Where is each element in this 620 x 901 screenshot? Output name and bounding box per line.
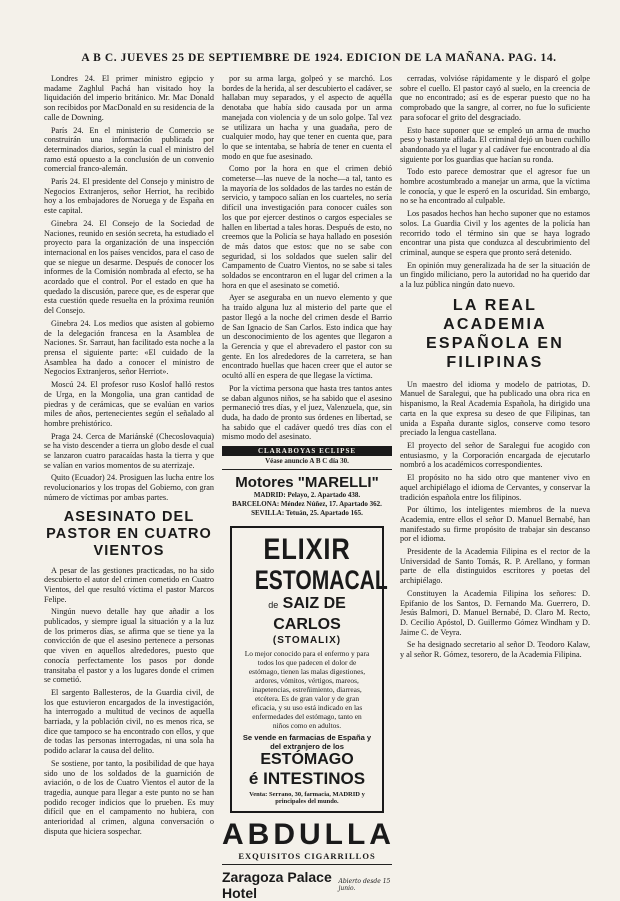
ad-abdulla-title: ABDULLA — [222, 818, 395, 852]
ad-claraboyas-sub: Véase anuncio A B C día 30. — [265, 457, 349, 466]
ad-abdulla-sub: EXQUISITOS CIGARRILLOS — [238, 851, 376, 862]
ad-motores — [222, 474, 392, 518]
ad-hotel-aside: Abierto desde 15 junio. — [338, 878, 391, 893]
ad-motores-line: SEVILLA: Tetuán, 25. Apartado 165. — [251, 509, 363, 518]
story-paragraph: El propósito no ha sido otro que mantener vivo en aquel archipiélago el idioma de Cervantes, y conservar la tradición española entre los filipinos. — [400, 473, 590, 502]
story-paragraph: Ningún nuevo detalle hay que añadir a los publicados, y siempre igual la situación y a la luz de los primeros días, se afirma que se tiene ya la convicción de que el asesino pertenece a personas que viven en aquellos alrededores, puesto que conocía perfectamente los pasos por donde transitaba el pastor y a los lugares donde el crimen se cometió. — [44, 607, 214, 685]
ad-claraboyas-title: CLARABOYAS ECLIPSE — [222, 446, 392, 456]
ad-elixir-subtitle: ESTOMACAL — [254, 565, 388, 596]
ad-elixir-venta: Venta: Serrano, 30, farmacia, MADRID y principales del mundo. — [249, 791, 365, 806]
story-paragraph: Como por la hora en que el crimen debió cometerse—las nueve de la noche—a tal, tanto es la mayoría de los soldados de las tardes no están de servicio, y tampoco salían en los cuarteles, no sería difícil una investigación para conocer cuáles son los que por ejercer destinos o cargos especiales se hallen en libertad a tales horas. Después de esto, no creemos que la Policía se haya hallado en posesión de más datos que estos: que no se sabe con seguridad, si los soldados que suelen salir del Campamento de Cuatro Vientos, no se sabe si tales soldados se encontraron en el lugar del crimen a la hora en que el asesinato se cometió. — [222, 164, 392, 290]
story-paragraph: A pesar de las gestiones practicadas, no ha sido descubierto el autor del crimen cometido en Cuatro Vientos, del que resultó víctima el pastor Marcos Felipe. — [44, 565, 214, 604]
story-paragraph: Ayer se aseguraba en un nuevo elemento y que ha traído alguna luz al misterio del parte que el pastor llegó a la noche del crimen desde el Barrio de San Ignacio de San Carlos. Esto indica que hay un desconocimiento de los agentes que llegaron a la Gerencia y que el abrevadero el pastor con su gente. En los alrededores de la carretera, se han encontrado huellas que hacen creer que el autor se ocultó allí en espera de que llegase la víctima. — [222, 293, 392, 381]
column-right — [400, 74, 590, 834]
story-paragraph: Por último, los inteligentes miembros de la nueva Academia, entre ellos el señor D. Manuel Bernabé, han manifestado su firme propósito de trabajar sin descanso por el idioma. — [400, 505, 590, 544]
news-item: París 24. En el ministerio de Comercio se construirán una información publicada por determinados diarios, según la cual el ministro del ramo está opuesto a la conclusión de un convenio comercial franco-alemán. — [44, 125, 214, 174]
story-paragraph: Los pasados hechos han hecho suponer que no estamos solos. La Guardia Civil y los agentes de la policía han recorrido todo el término sin que se haya logrado encontrar una pista que conduzca al descubrimiento del criminal, aunque se espera que pronto será detenido. — [400, 209, 590, 257]
ad-motores-line: BARCELONA: Méndez Núñez, 17. Apartado 362. — [232, 500, 382, 509]
ad-elixir-brand-alt: (STOMALIX) — [272, 635, 342, 647]
story-paragraph: Por la víctima persona que hasta tres tantos antes se daban algunos niños, se ha sabido que el asesino permaneció tres días, y el juez, Valenzuela, que, sin duda, ha dado de pronto sus órdenes en libertad, se ha sabido que el cadáver quedó tres días con el mismo modo del asesinato. — [222, 383, 392, 442]
divider — [222, 864, 392, 865]
ad-elixir-title: ELIXIR — [263, 533, 351, 567]
story-paragraph: Todo esto parece demostrar que el agresor fue un hombre acostumbrado a manejar un arma, que la víctima le conocía, y que le esperó en la oscuridad. Sin embargo, no se ha encontrado al culpable. — [400, 167, 590, 206]
story-paragraph: El proyecto del señor de Saralegui fue acogido con entusiasmo, y la Corporación encargada de ejecutarlo nombró a los académicos correspondientes. — [400, 440, 590, 470]
ad-hotel-name: Zaragoza Palace Hotel — [222, 869, 332, 901]
headline-asesinato: ASESINATO DEL PASTOR EN CUATRO VIENTOS — [46, 508, 212, 559]
news-item: París 24. El presidente del Consejo y ministro de Negocios Extranjeros, señor Herriot, ha recibido hoy a los embajadores de Noruega y de España en este capital. — [44, 177, 214, 216]
ad-motores-title: Motores "MARELLI" — [235, 474, 379, 492]
news-item: Praga 24. Cerca de Mariánské (Checoslovaquia) se ha visto descender a tierra un globo desde el cual se lanzaron cuatro paracaídas hasta la tierra y que se valían en varios momentos de su aterrizaje. — [44, 431, 214, 470]
ad-elixir-amp: é — [248, 769, 259, 789]
divider — [222, 469, 392, 470]
ad-claraboyas — [222, 446, 392, 466]
page-header: A B C. JUEVES 25 DE SEPTIEMBRE DE 1924. EDICION DE LA MAÑANA. PAG. 14. — [81, 52, 557, 64]
story-paragraph: El sargento Ballesteros, de la Guardia civil, de los que estuvieron encargados de la investigación, ha interrogado a multitud de vecinos de aquella barriada, y la población civil, no es menos rica, se dice que tampoco se ha encontrado con ellos, y que de todas las personas interrogadas, ni una sola ha podido aclarar la causa del delito. — [44, 687, 214, 756]
story-paragraph: En opinión muy generalizada ha de ser la situación de un fingido miliciano, pero la autoridad no ha querido dar a la luz pública ningún dato nuevo. — [400, 260, 590, 290]
news-item: Ginebra 24. Los medios que asisten al gobierno de la delegación francesa en la Asamblea de Naciones. Sr. Sarraut, han facilitado esta noche a la prensa el siguiente parte: «El cuidado de la Asamblea ha dado a conocer el ministro de Negocios Extranjeros, señor Herriot». — [44, 318, 214, 377]
story-paragraph: Un maestro del idioma y modelo de patriotas, D. Manuel de Saralegui, que ha publicado una obra rica en hispanismo, la Real Academia Española, ha dirigido una carta en la que expresa su deseo de que Filipinas, tan unida a España durante siglos, conserve como tesoro preciado la lengua castellana. — [400, 379, 590, 438]
story-paragraph: Esto hace suponer que se empleó un arma de mucho peso y bastante afilada. El criminal dejó un buen cuchillo abandonado ya el lugar y al cadáver fue encontrado al día siguiente por los guardias que hacían su ronda. — [400, 125, 590, 164]
headline-academia: LA REAL ACADEMIA ESPAÑOLA EN FILIPINAS — [426, 296, 564, 371]
column-middle — [222, 74, 395, 901]
ad-elixir-brand-row — [240, 594, 374, 635]
ad-elixir-de: de — [268, 600, 279, 611]
ad-elixir-lower: Se vende en farmacias de España y del extranjero de los — [242, 733, 372, 752]
ad-elixir-big2: INTESTINOS — [263, 769, 366, 789]
story-paragraph: Se sostiene, por tanto, la posibilidad de que haya sido uno de los soldados de la guarnición de aviación, o de los de Cuatro Vientos el autor de la tragedia, aunque para llegar a este punto no se han podido recoger indicios que lo prueben. Es muy difícil que en el campamento no hubiera, con anterioridad al crimen, alguna conversación o disputa que hiciera sospechar. — [44, 758, 214, 836]
ad-motores-line: MADRID: Pelayo, 2. Apartado 438. — [253, 491, 361, 500]
ad-elixir-big2-row — [240, 769, 374, 788]
news-item: Ginebra 24. El Consejo de la Sociedad de Naciones, reunido en sesión secreta, ha estudiado el proyecto para la organización de una inspección internacional en los países vencidos, para el caso de que se niegue un desarme. Después de conocer los informes de la Comisión nombrada al efecto, se ha acordado que el control. Por el estado en que ha quedado la discusión, parece que, es de esperar que esta cuestión quede resuelta en la próxima reunión del Consejo. — [44, 218, 214, 316]
story-paragraph: Constituyen la Academia Filipina los señores: D. Epifanio de los Santos, D. Fernando Ma. Guerrero, D. Jesús Balmori, D. Manuel Bernabé, D. Claro M. Recto, D. Cecilio Apóstol, D. Guillermo Gómez Windham y D. Jaime C. de Veyra. — [400, 588, 590, 637]
story-paragraph: por su arma larga, golpeó y se marchó. Los bordes de la herida, al ser descubierto el cadáver, se hallaban muy separados, y el aspecto de aquélla denotaba que había sido causada por un arma manejada con violencia y de un solo golpe. Tal vez se utilizara un hacha y una guadaña, pero de cualquier modo, hay que tener en cuenta que, para lo que se intentaba, se habría de tener en cuenta el modo en que fue asesinado. — [222, 74, 392, 161]
ad-elixir — [230, 526, 388, 813]
news-item: Moscú 24. El profesor ruso Koslof halló restos de Urga, en la Mongolia, una gran cantidad de piedras y de cerámicas, que se evalúan en varios miles de años, pertenecientes según el señalado al hombre prehistórico. — [44, 380, 214, 428]
ad-elixir-brand: SAIZ DE CARLOS — [273, 595, 346, 634]
ad-elixir-body: Lo mejor conocido para el enfermo y para todos los que padecen el dolor de estómago, tienen las malas digestiones, ardores, vómitos, vértigos, mareos, inapetencias, estreñimiento, diarreas, etcétera. Es de gran valor y de gran eficacia, y su uso está indicado en las enfermedades del estómago, tanto en niños como en adultos. — [244, 649, 370, 731]
story-paragraph: cerradas, volvióse rápidamente y le disparó el golpe sobre el cuello. El pastor cayó al suelo, en la creencia de que no encontrado; así es de esperar puesto que no ha comprobado que la sangre, al correr, no fue lo suficiente para sofocar el grito del desgraciado. — [400, 74, 590, 122]
ad-elixir-big1: ESTÓMAGO — [260, 751, 354, 769]
ad-abdulla — [222, 818, 395, 862]
story-paragraph: Presidente de la Academia Filipina es el rector de la Universidad de Santo Tomás, R. P. Arellano, y forman parte de ella distinguidos escritores y poetas del archipiélago. — [400, 547, 590, 586]
column-left — [44, 74, 214, 834]
news-item: Quito (Ecuador) 24. Prosiguen las lucha entre los revolucionarios y los tropas del Gobierno, con gran número de víctimas por ambas partes. — [44, 473, 214, 502]
news-item: Londres 24. El primer ministro egipcio y madame Zaghlul Pachá han visitado hoy la liquidación del imperio británico. Mr. Mac Donald son recibidos por MacDonald en su residencia de la calle de Downing. — [44, 74, 214, 122]
story-paragraph: Se ha designado secretario al señor D. Teodoro Kalaw, y al señor R. Gómez, tesorero, de la Academia Filipina. — [400, 640, 590, 660]
ad-hotel — [222, 869, 392, 901]
